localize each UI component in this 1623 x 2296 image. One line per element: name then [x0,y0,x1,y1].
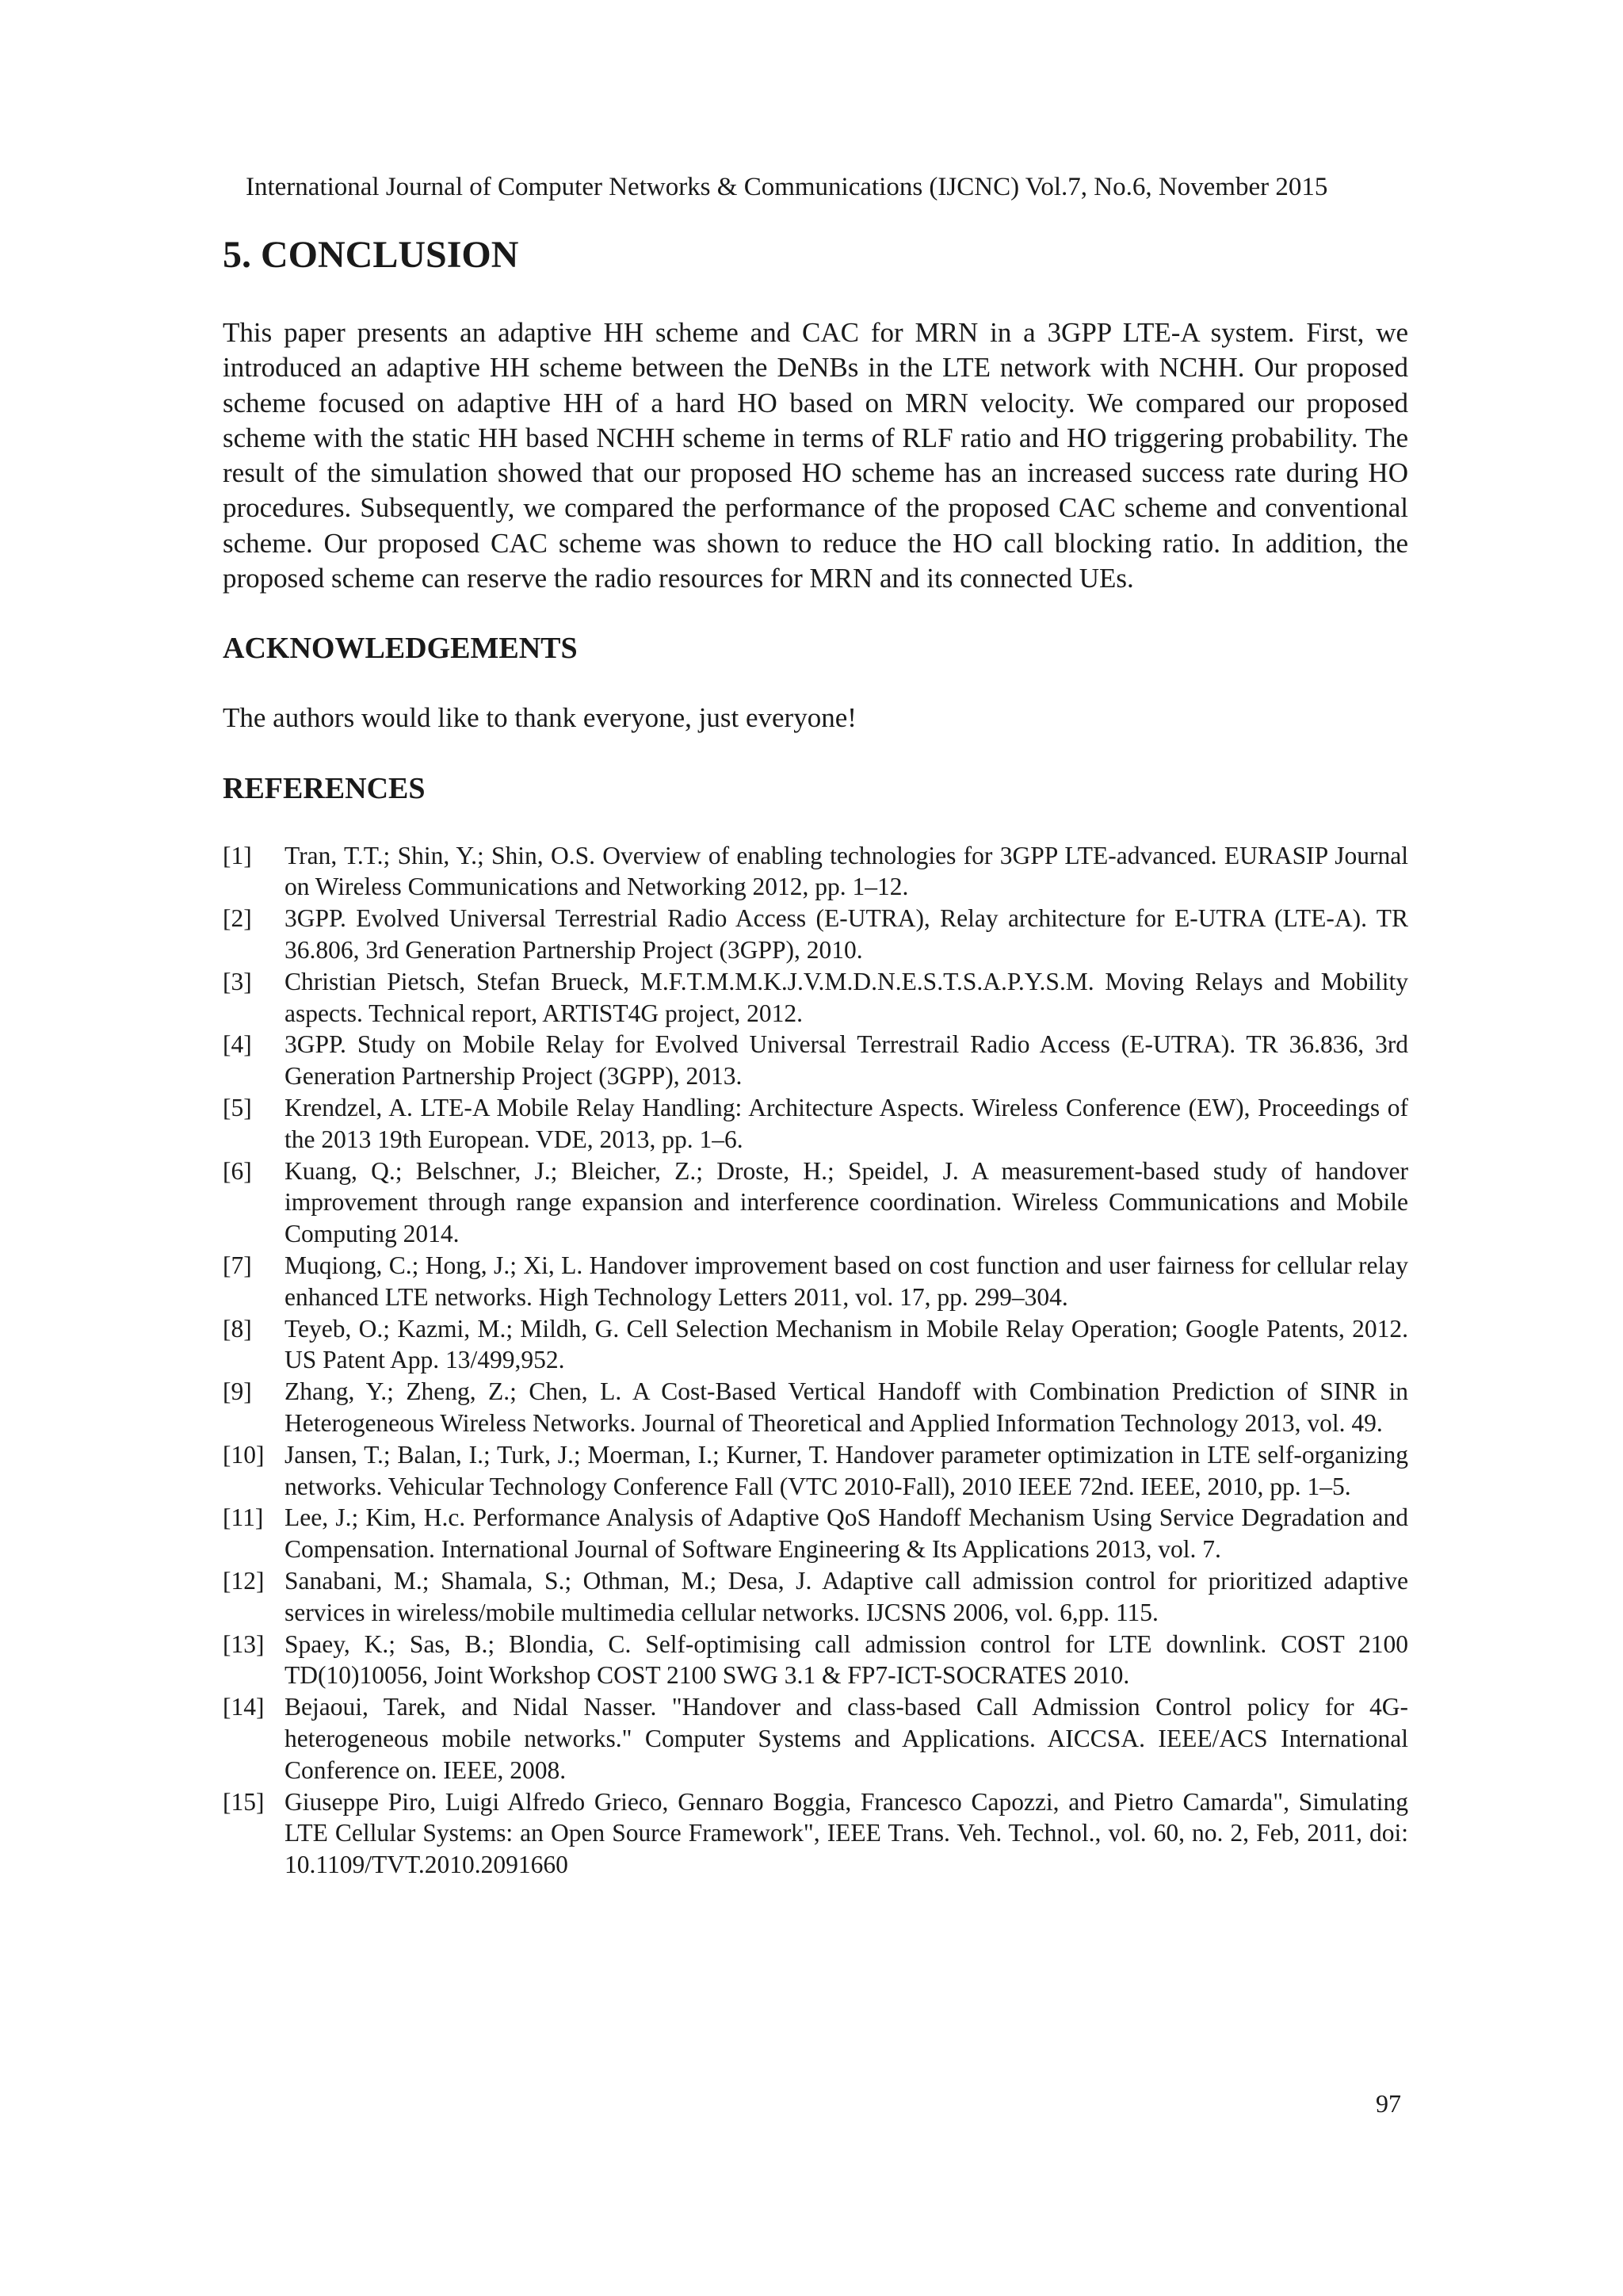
reference-number: [14] [223,1693,265,1721]
reference-number: [15] [223,1787,265,1816]
reference-item [223,903,1408,966]
reference-item [223,1629,1408,1692]
reference-text: Zhang, Y.; Zheng, Z.; Chen, L. A Cost-Based Vertical Handoff with Combination Prediction of SINR in Heterogeneous Wireless Networks. Journal of Theoretical and Applied Information Technology 2013, vol. 49. [285,1377,1408,1438]
reference-item [223,1313,1408,1377]
reference-list [223,840,1408,1881]
reference-number: [2] [223,904,252,933]
reference-number: [11] [223,1503,264,1532]
reference-item [223,1691,1408,1786]
reference-text: Jansen, T.; Balan, I.; Turk, J.; Moerman, I.; Kurner, T. Handover parameter optimization in LTE self-organizing networks. Vehicular Technology Conference Fall (VTC 2010-Fall), 2010 IEEE 72nd. IEEE, 2010, pp. 1–5. [285,1440,1408,1500]
reference-item [223,966,1408,1030]
reference-number: [5] [223,1094,252,1122]
reference-item [223,1439,1408,1503]
conclusion-heading: 5. CONCLUSION [223,234,519,276]
reference-text: Lee, J.; Kim, H.c. Performance Analysis of Adaptive QoS Handoff Mechanism Using Service Degradation and Compensation. International Journal of Software Engineering & Its Applications 2013, vol. 7. [285,1503,1408,1564]
acknowledgements-paragraph: The authors would like to thank everyone, just everyone! [223,702,857,734]
reference-number: [9] [223,1377,252,1406]
acknowledgements-heading: ACKNOWLEDGEMENTS [223,632,578,666]
reference-number: [7] [223,1251,252,1280]
reference-item [223,1376,1408,1439]
reference-text: Kuang, Q.; Belschner, J.; Bleicher, Z.; Droste, H.; Speidel, J. A measurement-based study of handover improvement through range expansion and interference coordination. Wireless Communications and Mobile Computing 2014. [285,1156,1408,1248]
reference-text: Muqiong, C.; Hong, J.; Xi, L. Handover improvement based on cost function and user fairness for cellular relay enhanced LTE networks. High Technology Letters 2011, vol. 17, pp. 299–304. [285,1251,1408,1311]
reference-number: [1] [223,841,252,869]
reference-text: Tran, T.T.; Shin, Y.; Shin, O.S. Overview of enabling technologies for 3GPP LTE-advanced. EURASIP Journal on Wireless Communications and Networking 2012, pp. 1–12. [285,841,1408,901]
running-header: International Journal of Computer Networks & Communications (IJCNC) Vol.7, No.6, November 2015 [246,173,1328,201]
page-content [223,231,1408,1881]
reference-text: Teyeb, O.; Kazmi, M.; Mildh, G. Cell Selection Mechanism in Mobile Relay Operation; Google Patents, 2012. US Patent App. 13/499,952. [285,1314,1408,1374]
page-number: 97 [1376,2089,1401,2118]
reference-item [223,840,1408,904]
conclusion-paragraph: This paper presents an adaptive HH scheme and CAC for MRN in a 3GPP LTE-A system. First, we introduced an adaptive HH scheme between the DeNBs in the LTE network with NCHH. Our proposed scheme focused on adaptive HH of a hard HO based on MRN velocity. We compared our proposed scheme with the static HH based NCHH scheme in terms of RLF ratio and HO triggering probability. The result of the simulation showed that our proposed HO scheme has an increased success rate during HO procedures. Subsequently, we compared the performance of the proposed CAC scheme and conventional scheme. Our proposed CAC scheme was shown to reduce the HO call blocking ratio. In addition, the proposed scheme can reserve the radio resources for MRN and its connected UEs. [223,317,1408,594]
reference-number: [8] [223,1314,252,1343]
reference-item [223,1565,1408,1629]
references-heading: REFERENCES [223,771,426,805]
reference-item [223,1250,1408,1313]
reference-number: [4] [223,1030,252,1059]
reference-number: [3] [223,967,252,995]
reference-text: Spaey, K.; Sas, B.; Blondia, C. Self-optimising call admission control for LTE downlink. COST 2100 TD(10)10056, Joint Workshop COST 2100 SWG 3.1 & FP7-ICT-SOCRATES 2010. [285,1629,1408,1690]
reference-text: Christian Pietsch, Stefan Brueck, M.F.T.M.M.K.J.V.M.D.N.E.S.T.S.A.P.Y.S.M. Moving Relays and Mobility aspects. Technical report, ARTIST4G project, 2012. [285,967,1408,1027]
reference-item [223,1786,1408,1881]
reference-number: [12] [223,1567,265,1595]
reference-item [223,1029,1408,1092]
reference-number: [10] [223,1440,265,1469]
reference-text: Bejaoui, Tarek, and Nidal Nasser. "Handover and class-based Call Admission Control policy for 4G-heterogeneous mobile networks." Computer Systems and Applications. AICCSA. IEEE/ACS International Conference on. IEEE, 2008. [285,1693,1408,1784]
reference-text: Krendzel, A. LTE-A Mobile Relay Handling: Architecture Aspects. Wireless Conference (EW), Proceedings of the 2013 19th European. VDE, 2013, pp. 1–6. [285,1094,1408,1153]
reference-text: 3GPP. Evolved Universal Terrestrial Radio Access (E-UTRA), Relay architecture for E-UTRA (LTE-A). TR 36.806, 3rd Generation Partnership Project (3GPP), 2010. [285,904,1408,965]
reference-text: Sanabani, M.; Shamala, S.; Othman, M.; Desa, J. Adaptive call admission control for prioritized adaptive services in wireless/mobile multimedia cellular networks. IJCSNS 2006, vol. 6,pp. 115. [285,1567,1408,1626]
reference-text: 3GPP. Study on Mobile Relay for Evolved Universal Terrestrail Radio Access (E-UTRA). TR 36.836, 3rd Generation Partnership Project (3GPP), 2013. [285,1030,1408,1091]
reference-item [223,1156,1408,1250]
reference-number: [13] [223,1629,265,1658]
reference-item [223,1502,1408,1565]
reference-text: Giuseppe Piro, Luigi Alfredo Grieco, Gennaro Boggia, Francesco Capozzi, and Pietro Camarda", Simulating LTE Cellular Systems: an Open Source Framework", IEEE Trans. Veh. Technol., vol. 60, no. 2, Feb, 2011, doi: 10.1109/TVT.2010.2091660 [285,1787,1408,1879]
reference-number: [6] [223,1156,252,1185]
reference-item [223,1092,1408,1156]
